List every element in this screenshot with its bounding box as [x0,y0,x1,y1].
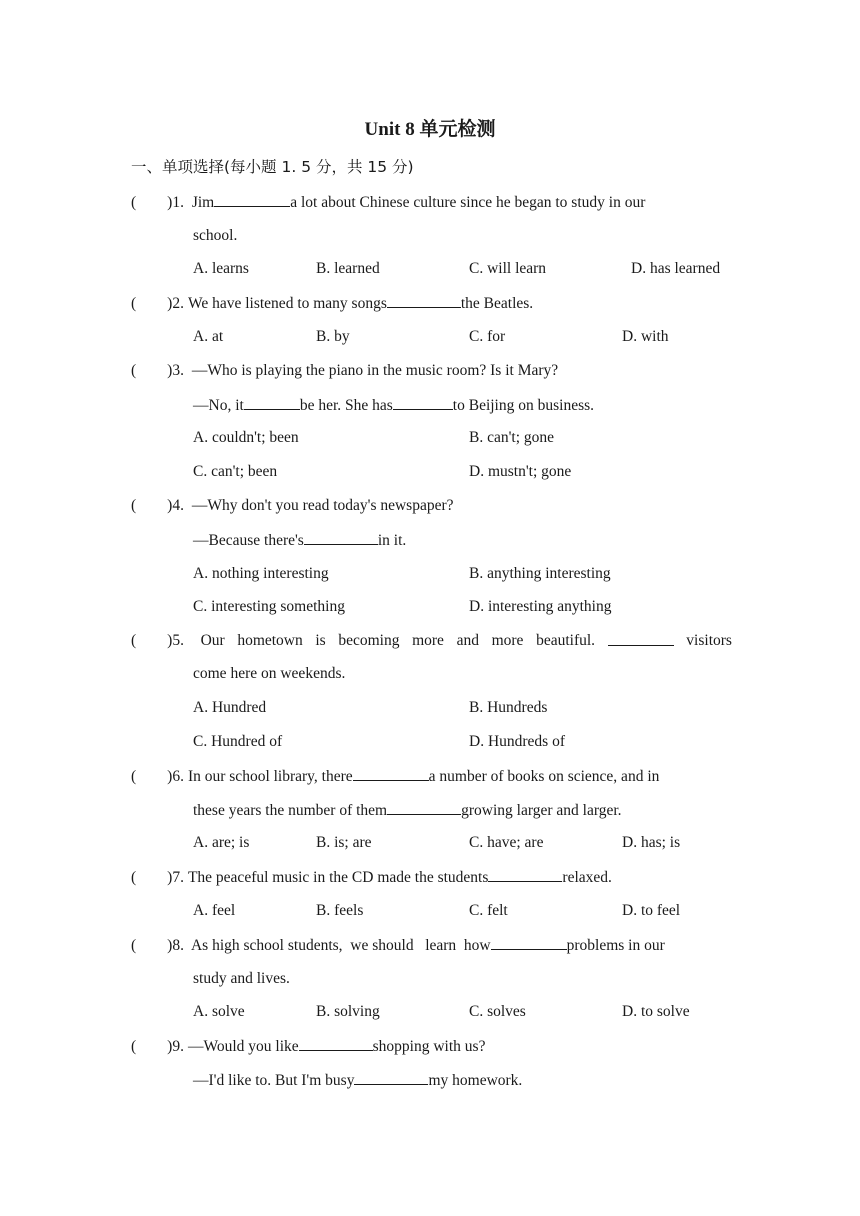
question-reply [193,530,406,551]
answer-blank[interactable] [491,935,567,950]
question-text-continued: study and lives. [193,970,290,987]
question-text: The peaceful music in the CD made the students [187,869,489,886]
answer-blank[interactable] [214,192,290,207]
option-d[interactable]: D. interesting anything [469,598,612,615]
question-5 [131,631,732,651]
question-reply [193,1070,522,1091]
question-text-continued: school. [193,227,238,244]
question-word: more [491,632,524,649]
question-number: ( )9. [131,1038,184,1055]
reply-text: to Beijing on business. [452,397,595,414]
answer-blank[interactable] [488,867,562,882]
answer-blank[interactable] [304,530,378,545]
question-word: is [315,632,326,649]
question-word: hometown [237,632,303,649]
question-number: ( )5. [131,632,184,649]
option-b[interactable]: B. learned [316,260,380,277]
question-number: ( )8. [131,937,184,954]
question-text: Jim [191,194,215,211]
option-d[interactable]: D. to solve [622,1003,690,1020]
question-number: ( )6. [131,768,184,785]
option-c[interactable]: C. have; are [469,834,544,851]
option-a[interactable]: A. nothing interesting [193,565,329,582]
answer-blank[interactable] [393,395,453,410]
question-text: the Beatles. [460,295,534,312]
question-text: We have listened to many songs [187,295,387,312]
option-d[interactable]: D. has; is [622,834,681,851]
question-text-continued [193,800,622,821]
question-text-continued: come here on weekends. [193,665,346,682]
option-d[interactable]: D. Hundreds of [469,733,565,750]
question-reply [193,395,594,416]
answer-blank[interactable] [299,1036,373,1051]
question-text: shopping with us? [372,1038,486,1055]
option-b[interactable]: B. by [316,328,350,345]
question-word: more [412,632,444,649]
question-text: growing larger and larger. [461,802,622,819]
question-word: becoming [338,632,400,649]
option-a[interactable]: A. couldn't; been [193,429,299,446]
question-text: problems in our [566,937,665,954]
question-text: As high school students, we should learn how [190,937,491,954]
reply-text: —No, it [193,397,244,414]
question-number: ( )3. [131,362,184,379]
option-c[interactable]: C. interesting something [193,598,345,615]
question-text: —Would you like [187,1038,299,1055]
answer-blank[interactable] [608,631,674,646]
reply-text: be her. She has [299,397,393,414]
question-1 [131,192,645,213]
option-c[interactable]: C. solves [469,1003,526,1020]
question-text: these years the number of them [193,802,388,819]
option-a[interactable]: A. feel [193,902,236,919]
answer-blank[interactable] [354,1070,428,1085]
option-a[interactable]: A. solve [193,1003,245,1020]
question-8 [131,935,665,956]
answer-blank[interactable] [387,800,461,815]
question-text: In our school library, there [187,768,353,785]
option-d[interactable]: D. to feel [622,902,681,919]
option-c[interactable]: C. can't; been [193,463,278,480]
reply-text: —Because there's [193,532,304,549]
question-word: beautiful. [536,632,596,649]
question-text: a lot about Chinese culture since he began to study in our [290,194,646,211]
question-number: ( )4. [131,497,184,514]
option-d[interactable]: D. with [622,328,669,345]
option-b[interactable]: B. can't; gone [469,429,555,446]
option-b[interactable]: B. is; are [316,834,372,851]
option-c[interactable]: C. will learn [469,260,547,277]
option-a[interactable]: A. Hundred [193,699,267,716]
reply-text: in it. [377,532,407,549]
answer-blank[interactable] [244,395,300,410]
reply-text: —I'd like to. But I'm busy [193,1072,355,1089]
question-text: a number of books on science, and in [428,768,660,785]
question-number: ( )1. [131,194,184,211]
page-title: Unit 8 单元检测 [364,119,496,140]
question-6 [131,766,659,787]
option-c[interactable]: C. felt [469,902,508,919]
question-text: relaxed. [562,869,612,886]
question-7 [131,867,612,888]
question-text: —Why don't you read today's newspaper? [191,497,454,514]
option-b[interactable]: B. feels [316,902,364,919]
section-header: 一、单项选择(每小题 1. 5 分，共 15 分) [131,158,414,176]
question-9 [131,1036,485,1057]
option-a[interactable]: A. at [193,328,224,345]
option-d[interactable]: D. mustn't; gone [469,463,572,480]
answer-blank[interactable] [387,293,461,308]
answer-blank[interactable] [353,766,429,781]
question-3 [131,361,558,381]
question-number: ( )2. [131,295,184,312]
option-b[interactable]: B. anything interesting [469,565,611,582]
question-4 [131,496,454,516]
option-c[interactable]: C. for [469,328,506,345]
option-a[interactable]: A. are; is [193,834,250,851]
option-d[interactable]: D. has learned [631,260,721,277]
question-number: ( )7. [131,869,184,886]
reply-text: my homework. [428,1072,523,1089]
question-word: Our [200,632,225,649]
option-b[interactable]: B. Hundreds [469,699,548,716]
option-b[interactable]: B. solving [316,1003,380,1020]
question-word: and [456,632,479,649]
question-2 [131,293,533,314]
option-a[interactable]: A. learns [193,260,249,277]
question-word: visitors [686,632,732,649]
option-c[interactable]: C. Hundred of [193,733,283,750]
question-text: —Who is playing the piano in the music room? Is it Mary? [191,362,559,379]
